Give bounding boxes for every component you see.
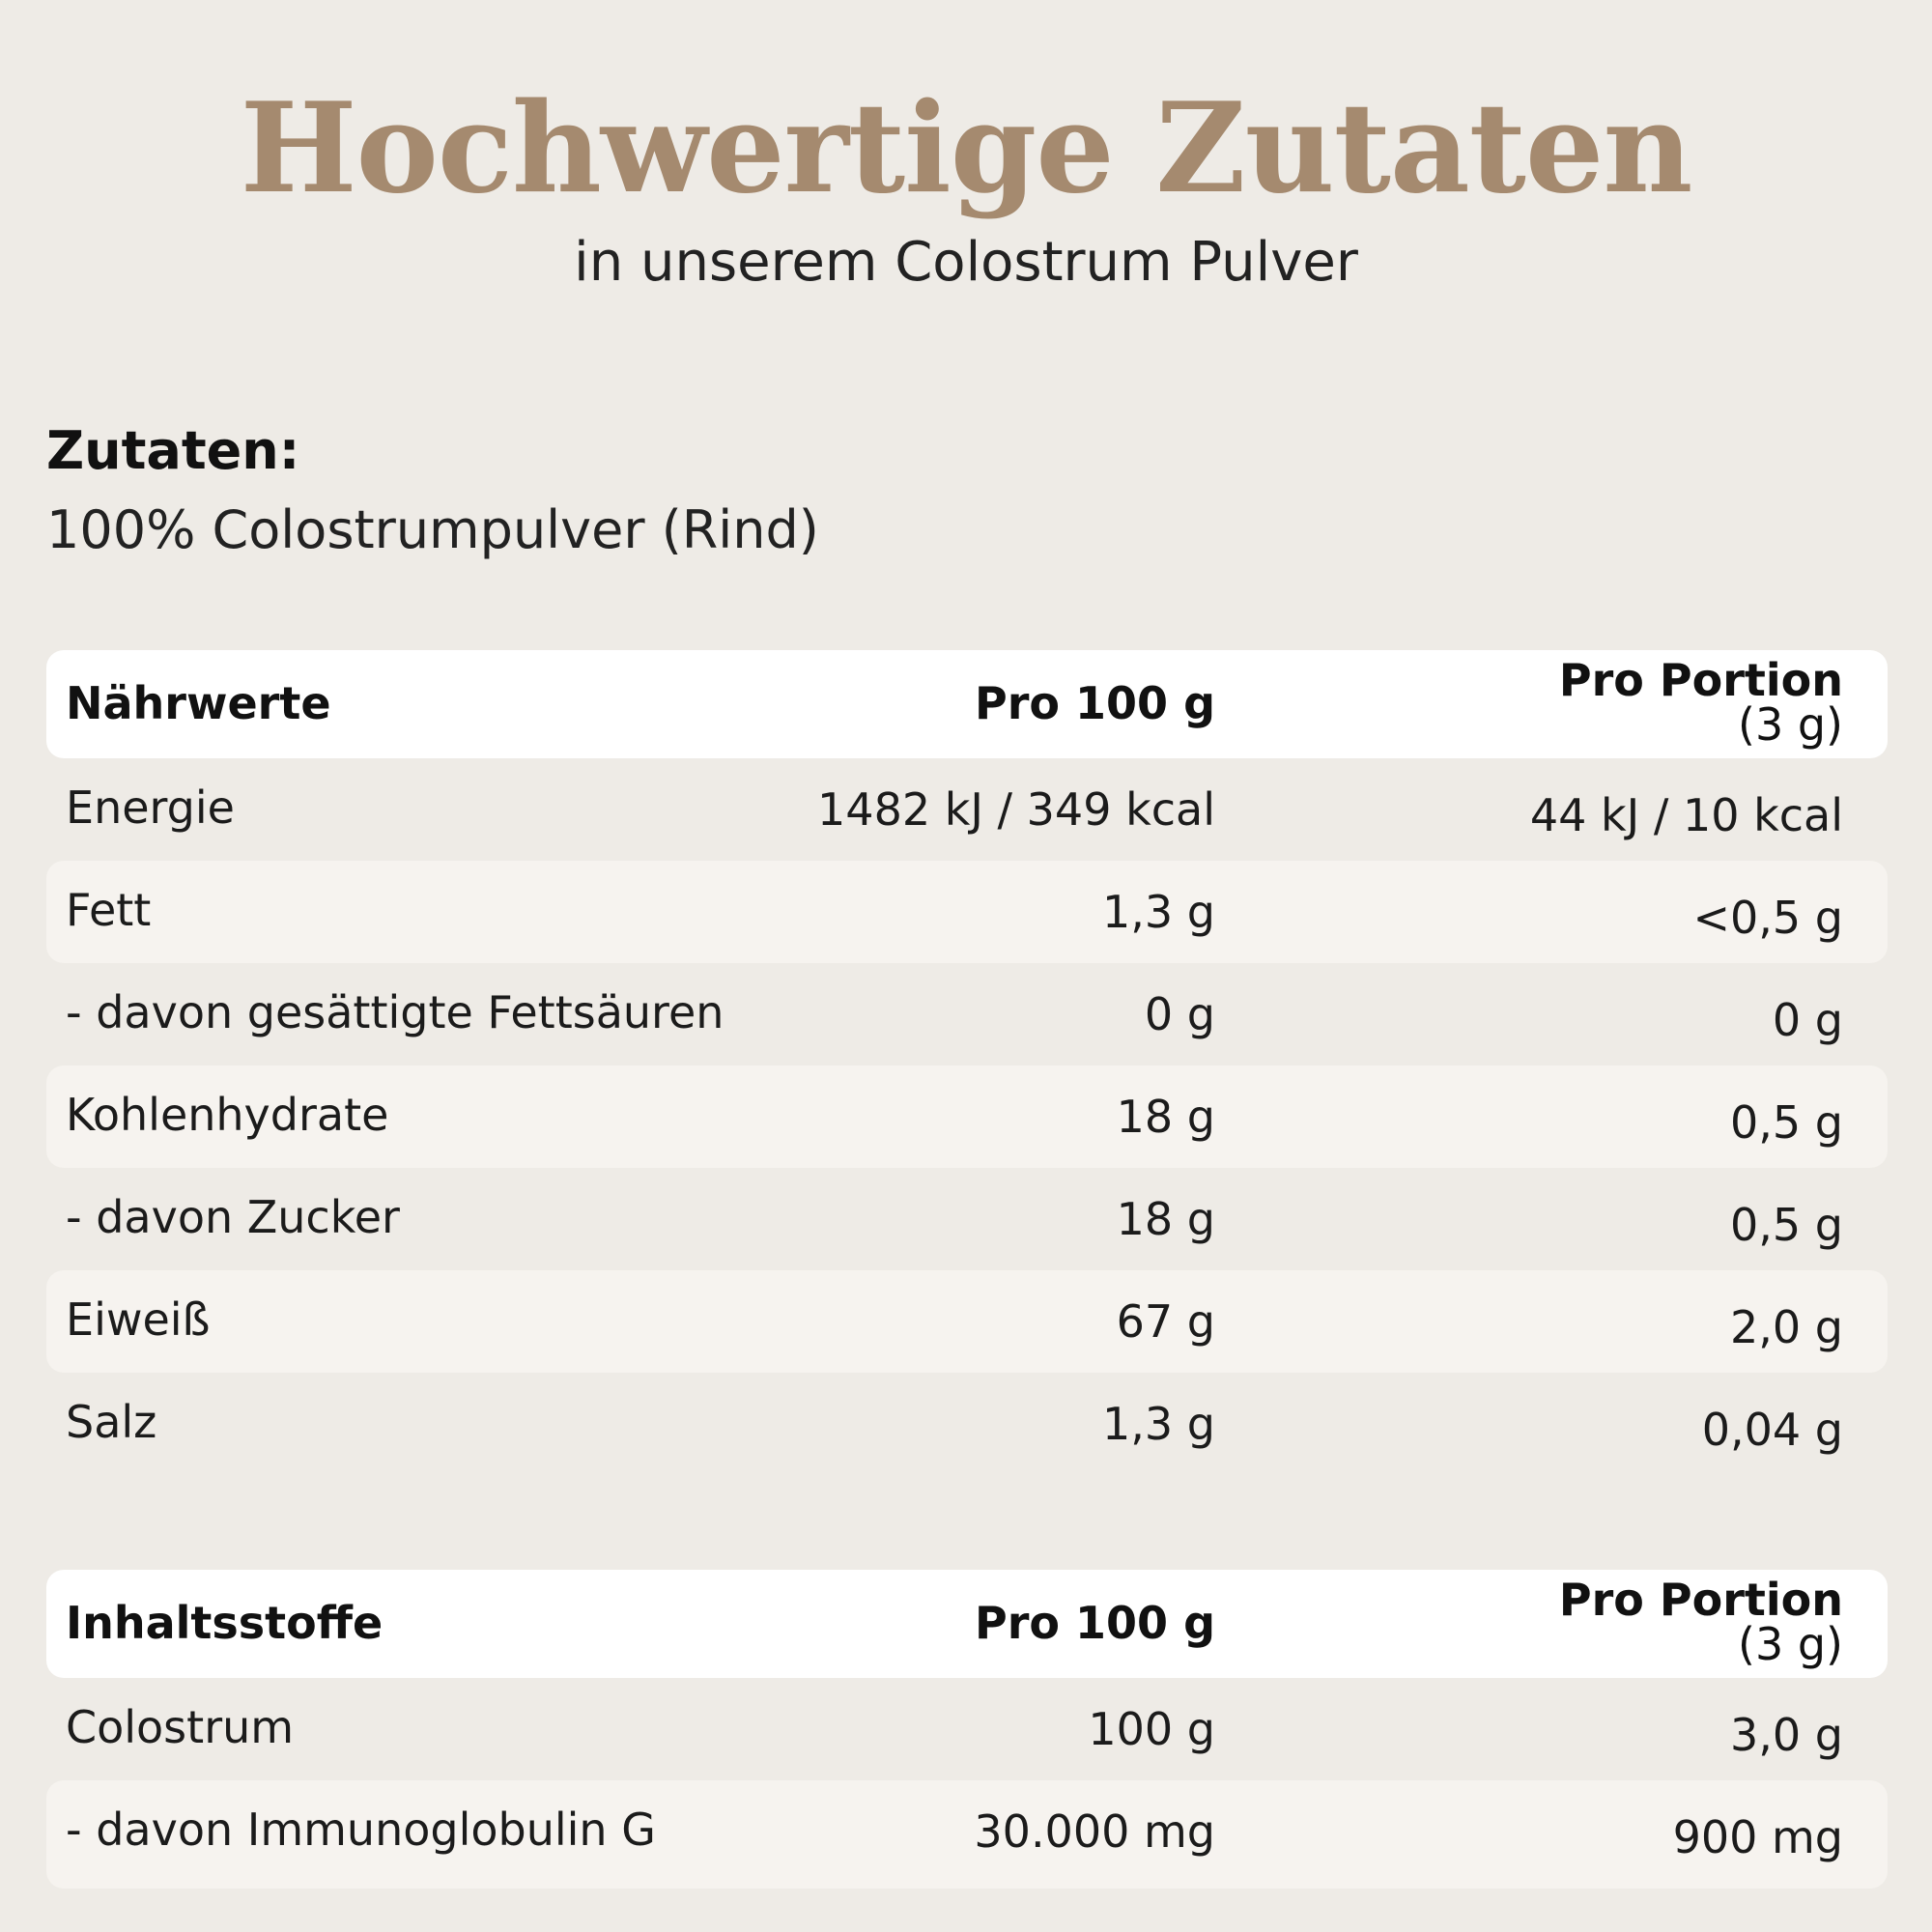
row-label: Eiweiß bbox=[66, 1293, 211, 1346]
row-value-per-100g: 1,3 g bbox=[1102, 1398, 1215, 1450]
nutrition-table bbox=[46, 650, 1888, 1475]
column-header-per-portion: Pro Portion (3 g) bbox=[1558, 1574, 1843, 1670]
row-value-per-portion: 0,5 g bbox=[1730, 1199, 1843, 1251]
row-label: Kohlenhydrate bbox=[66, 1089, 389, 1141]
row-value-per-100g: 18 g bbox=[1116, 1193, 1215, 1245]
row-value-per-100g: 67 g bbox=[1116, 1295, 1215, 1348]
table-row bbox=[46, 758, 1888, 861]
page-title: Hochwertige Zutaten bbox=[240, 76, 1692, 221]
table-row bbox=[46, 1270, 1888, 1373]
column-header-per-portion: Pro Portion (3 g) bbox=[1558, 654, 1843, 751]
substances-table bbox=[46, 1570, 1888, 1889]
table-row bbox=[46, 1678, 1888, 1780]
row-value-per-100g: 0 g bbox=[1144, 988, 1215, 1040]
row-label: Energie bbox=[66, 781, 235, 834]
page-subtitle: in unserem Colostrum Pulver bbox=[574, 231, 1358, 294]
row-value-per-100g: 1,3 g bbox=[1102, 886, 1215, 938]
column-header-per-100g: Pro 100 g bbox=[975, 677, 1215, 729]
table-row bbox=[46, 1373, 1888, 1475]
row-value-per-100g: 100 g bbox=[1088, 1703, 1215, 1755]
table-header-row bbox=[46, 650, 1888, 758]
table-row bbox=[46, 1168, 1888, 1270]
row-label: Salz bbox=[66, 1396, 157, 1448]
row-value-per-portion: 2,0 g bbox=[1730, 1301, 1843, 1353]
row-value-per-portion: 44 kJ / 10 kcal bbox=[1529, 789, 1843, 841]
row-label: - davon Zucker bbox=[66, 1191, 400, 1243]
row-value-per-portion: 0,04 g bbox=[1701, 1404, 1843, 1456]
row-value-per-portion: 0 g bbox=[1772, 994, 1843, 1046]
row-value-per-portion: 900 mg bbox=[1672, 1811, 1843, 1863]
row-value-per-portion: 0,5 g bbox=[1730, 1096, 1843, 1149]
row-value-per-portion: <0,5 g bbox=[1692, 892, 1843, 944]
table-row bbox=[46, 963, 1888, 1065]
row-label: Colostrum bbox=[66, 1701, 295, 1753]
table-row bbox=[46, 1065, 1888, 1168]
column-header-per-100g: Pro 100 g bbox=[975, 1597, 1215, 1649]
row-value-per-100g: 18 g bbox=[1116, 1091, 1215, 1143]
row-value-per-portion: 3,0 g bbox=[1730, 1709, 1843, 1761]
row-label: Fett bbox=[66, 884, 152, 936]
ingredients-text: 100% Colostrumpulver (Rind) bbox=[46, 499, 819, 560]
row-value-per-100g: 1482 kJ / 349 kcal bbox=[817, 783, 1215, 836]
column-header-substances: Inhaltsstoffe bbox=[66, 1597, 384, 1649]
row-label: - davon Immunoglobulin G bbox=[66, 1804, 656, 1856]
column-header-nutrients: Nährwerte bbox=[66, 677, 331, 729]
table-row bbox=[46, 1780, 1888, 1889]
table-header-row bbox=[46, 1570, 1888, 1678]
row-value-per-100g: 30.000 mg bbox=[974, 1805, 1215, 1858]
table-row bbox=[46, 861, 1888, 963]
ingredients-heading: Zutaten: bbox=[46, 420, 300, 481]
row-label: - davon gesättigte Fettsäuren bbox=[66, 986, 724, 1038]
